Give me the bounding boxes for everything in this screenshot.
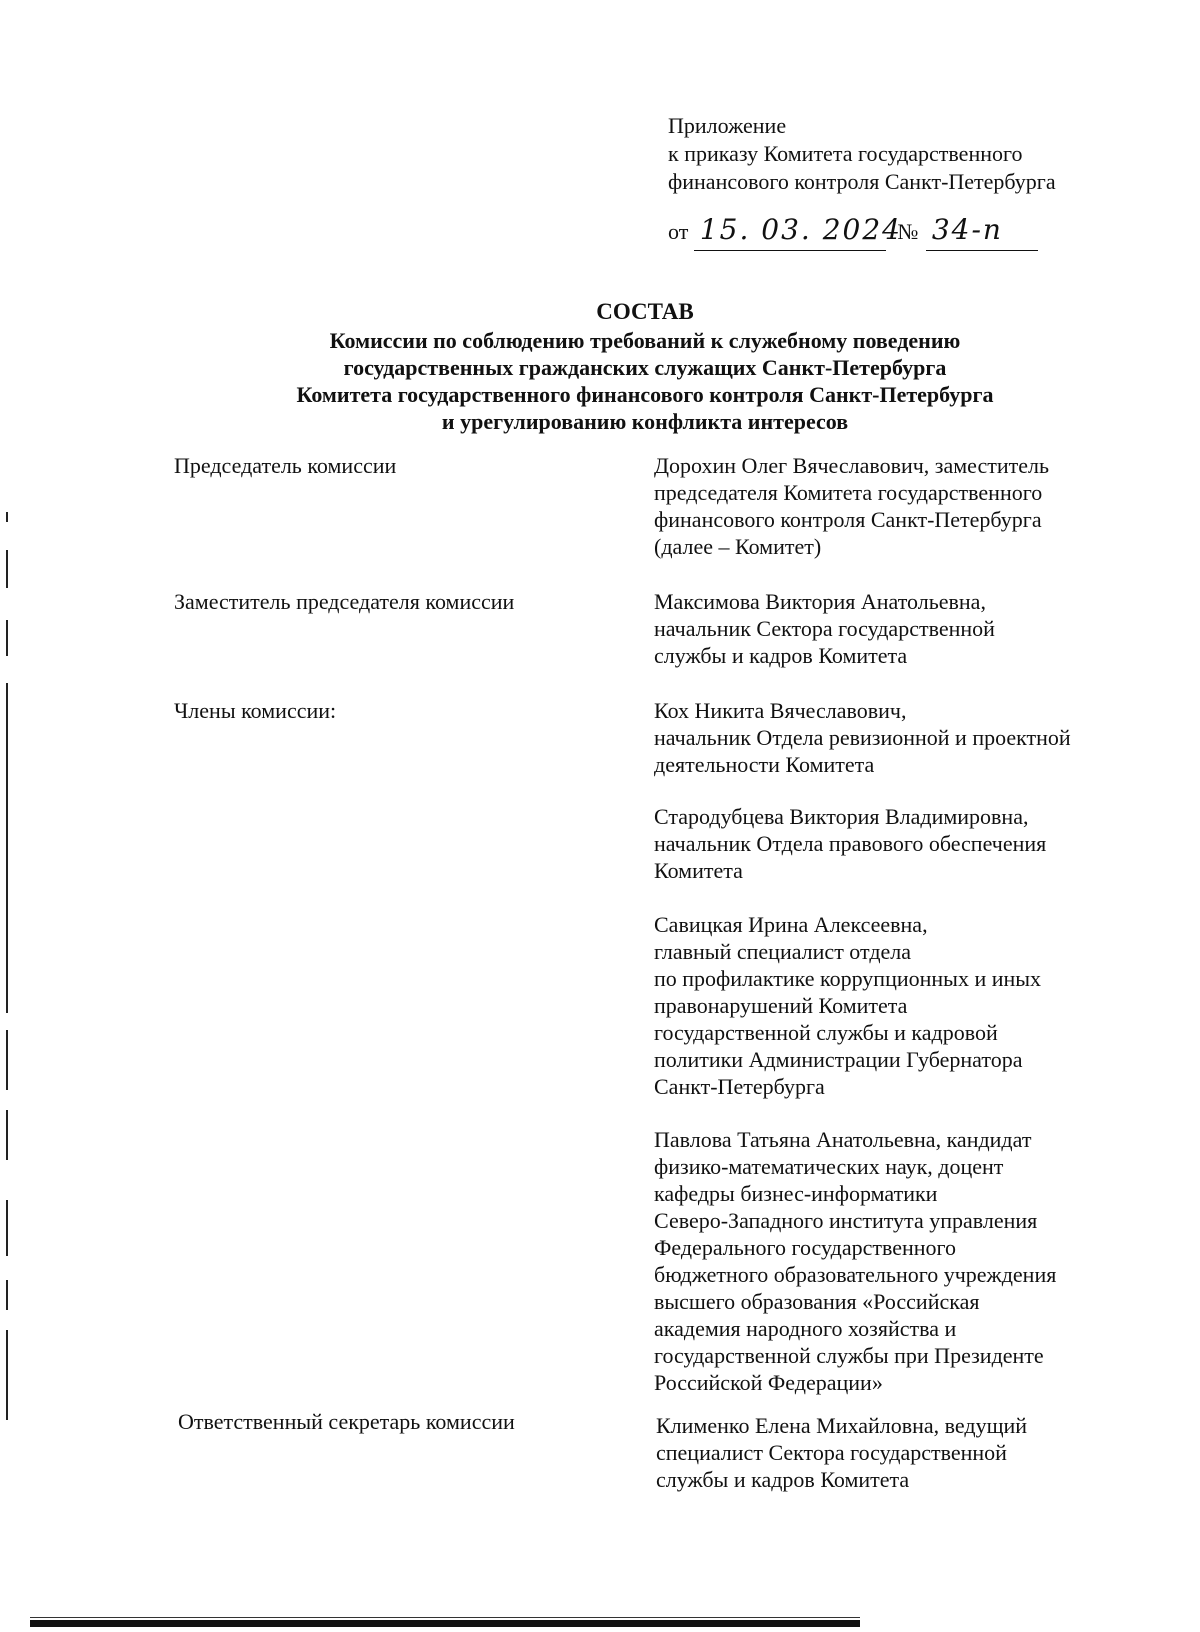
person-member-1 (654, 697, 1124, 778)
person-member-2 (654, 803, 1124, 884)
appendix-title: Приложение (668, 113, 787, 138)
person-line: главный специалист отдела (654, 939, 912, 964)
person-line: Максимова Виктория Анатольевна, (654, 589, 986, 614)
person-line: службы и кадров Комитета (656, 1467, 910, 1492)
person-line: начальник Сектора государственной (654, 616, 995, 641)
date-prefix: от (668, 219, 689, 244)
handwritten-date: 15. 03. 2024 (694, 210, 886, 251)
person-line: начальник Отдела правового обеспечения (654, 831, 1047, 856)
person-line: высшего образования «Российская (654, 1289, 980, 1314)
role-chairman: Председатель комиссии (174, 453, 397, 478)
scan-artifact-mark (6, 1200, 8, 1256)
role-secretary: Ответственный секретарь комиссии (178, 1409, 515, 1434)
person-line: Дорохин Олег Вячеславович, заместитель (654, 453, 1050, 478)
person-chairman (654, 452, 1124, 560)
person-line: кафедры бизнес-информатики (654, 1181, 938, 1206)
person-line: Федерального государственного (654, 1235, 957, 1260)
person-line: Савицкая Ирина Алексеевна, (654, 912, 928, 937)
scan-artifact-mark (6, 620, 8, 656)
person-member-3 (654, 911, 1124, 1100)
person-line: Клименко Елена Михайловна, ведущий (656, 1413, 1028, 1438)
person-deputy (654, 588, 1124, 669)
scan-artifact-mark (6, 683, 8, 1013)
person-line: государственной службы и кадровой (654, 1020, 998, 1045)
scan-artifact-bar (30, 1620, 860, 1627)
person-secretary (656, 1412, 1126, 1493)
title-line-2: государственных гражданских служащих Санкт-Петербурга (343, 355, 947, 380)
appendix-order-ref: к приказу Комитета государственного (668, 141, 1023, 166)
person-line: Кох Никита Вячеславович, (654, 698, 907, 723)
order-date-line (668, 210, 1038, 252)
person-line: финансового контроля Санкт-Петербурга (654, 507, 1042, 532)
person-line: политики Администрации Губернатора (654, 1047, 1023, 1072)
title-main: СОСТАВ (596, 299, 694, 324)
scan-artifact-mark (6, 1330, 8, 1420)
person-line: государственной службы при Президенте (654, 1343, 1044, 1368)
person-line: бюджетного образовательного учреждения (654, 1262, 1057, 1287)
number-sign: № (897, 219, 919, 244)
handwritten-number: 34-п (926, 210, 1038, 251)
person-line: деятельности Комитета (654, 752, 875, 777)
person-line: начальник Отдела ревизионной и проектной (654, 725, 1071, 750)
person-line: председателя Комитета государственного (654, 480, 1043, 505)
person-line: Российской Федерации» (654, 1370, 883, 1395)
person-line: службы и кадров Комитета (654, 643, 908, 668)
person-line: Северо-Западного института управления (654, 1208, 1038, 1233)
person-line: Санкт-Петербурга (654, 1074, 825, 1099)
appendix-order-ref-cont: финансового контроля Санкт-Петербурга (668, 169, 1056, 194)
person-line: по профилактике коррупционных и иных (654, 966, 1042, 991)
scan-artifact-mark (6, 550, 8, 588)
person-line: Комитета (654, 858, 743, 883)
person-line: академия народного хозяйства и (654, 1316, 957, 1341)
scan-artifact-line (30, 1617, 860, 1618)
scan-artifact-mark (6, 1110, 8, 1160)
role-deputy: Заместитель председателя комиссии (174, 589, 515, 614)
person-line: (далее – Комитет) (654, 534, 822, 559)
person-line: специалист Сектора государственной (656, 1440, 1007, 1465)
title-line-4: и урегулированию конфликта интересов (441, 409, 849, 434)
title-line-3: Комитета государственного финансового контроля Санкт-Петербурга (296, 382, 994, 407)
document-title (150, 298, 1140, 435)
scan-artifact-mark (6, 1030, 8, 1090)
appendix-header (668, 112, 1056, 196)
role-members: Члены комиссии: (174, 698, 337, 723)
person-line: Павлова Татьяна Анатольевна, кандидат (654, 1127, 1032, 1152)
scan-artifact-mark (6, 512, 8, 522)
title-line-1: Комиссии по соблюдению требований к служебному поведению (329, 328, 961, 353)
person-line: правонарушений Комитета (654, 993, 908, 1018)
person-member-4 (654, 1126, 1124, 1396)
scan-artifact-mark (6, 1280, 8, 1310)
person-line: физико-математических наук, доцент (654, 1154, 1004, 1179)
person-line: Стародубцева Виктория Владимировна, (654, 804, 1029, 829)
